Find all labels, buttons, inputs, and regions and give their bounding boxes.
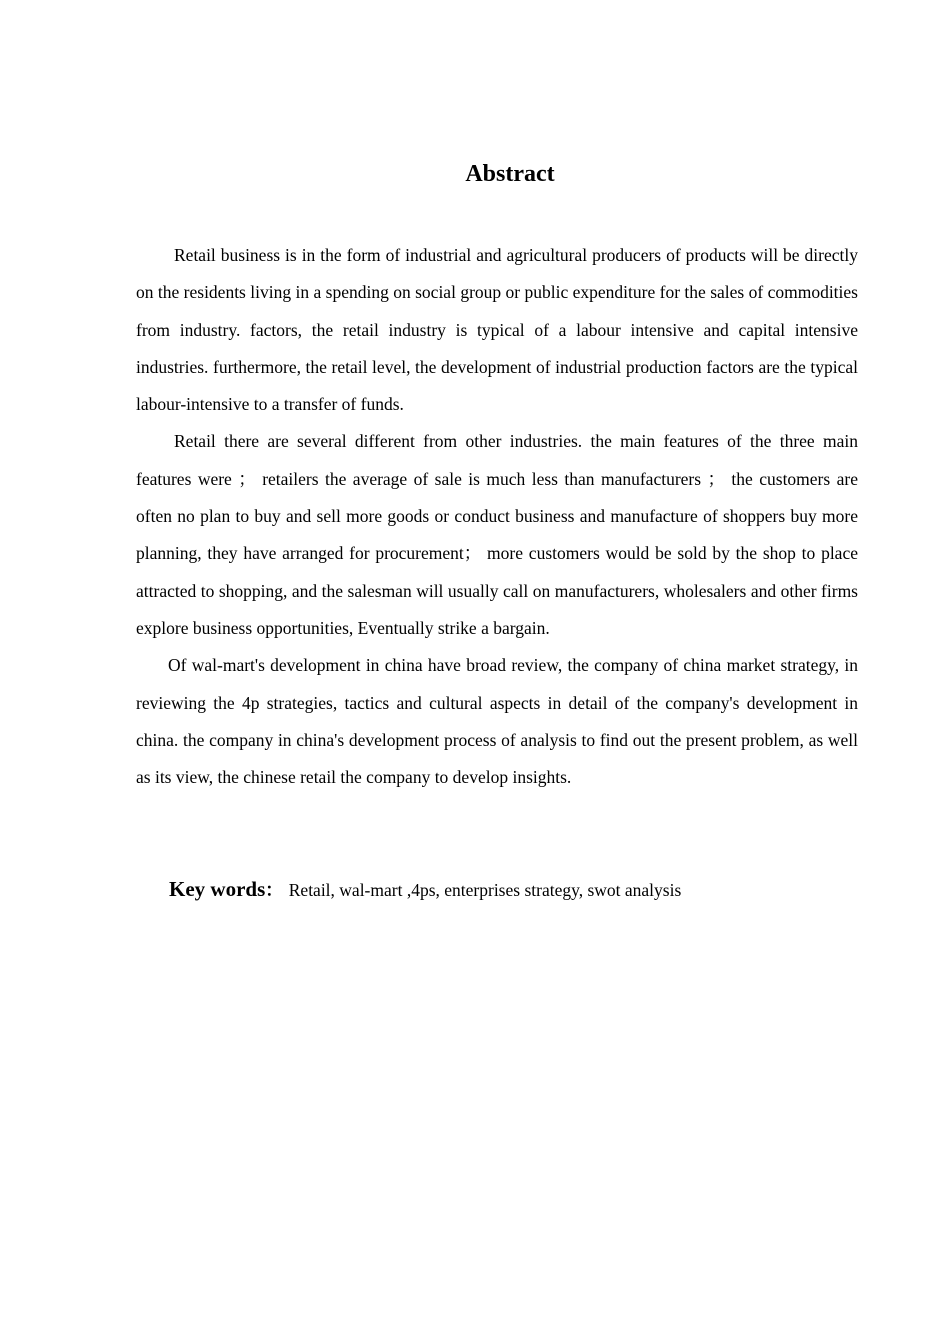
- abstract-paragraph-3: Of wal-mart's development in china have broad review, the company of china market strategy, in reviewing the 4p strategies, tactics and cultural aspects in detail of the company's development in china. the company in china's development process of analysis to find out the present problem, as well as its view, the chinese retail the company to develop insights.: [136, 655, 858, 788]
- keywords-text: Retail, wal-mart ,4ps, enterprises strategy, swot analysis: [288, 880, 682, 900]
- keywords-line: [169, 872, 869, 909]
- abstract-paragraph-1: Retail business is in the form of industrial and agricultural producers of products will be directly on the residents living in a spending on social group or public expenditure for the sales of commodities from industry. factors, the retail industry is typical of a labour intensive and capital intensive industries. furthermore, the retail level, the development of industrial production factors are the typical labour-intensive to a transfer of funds.: [136, 245, 858, 415]
- abstract-paragraph-2: Retail there are several different from other industries. the main features of the three main features were ； retailers the average of sale is much less than manufacturers ； the customers are often no plan to buy and sell more goods or conduct business and manufacture of shoppers buy more planning, they have arranged for procurement； more customers would be sold by the shop to place attracted to shopping, and the salesman will usually call on manufacturers, wholesalers and other firms explore business opportunities, Eventually strike a bargain.: [136, 431, 858, 638]
- keywords-label: Key words: [169, 877, 266, 901]
- abstract-body: [136, 237, 858, 796]
- abstract-title: Abstract: [465, 161, 555, 187]
- keywords-separator: ：: [265, 880, 283, 900]
